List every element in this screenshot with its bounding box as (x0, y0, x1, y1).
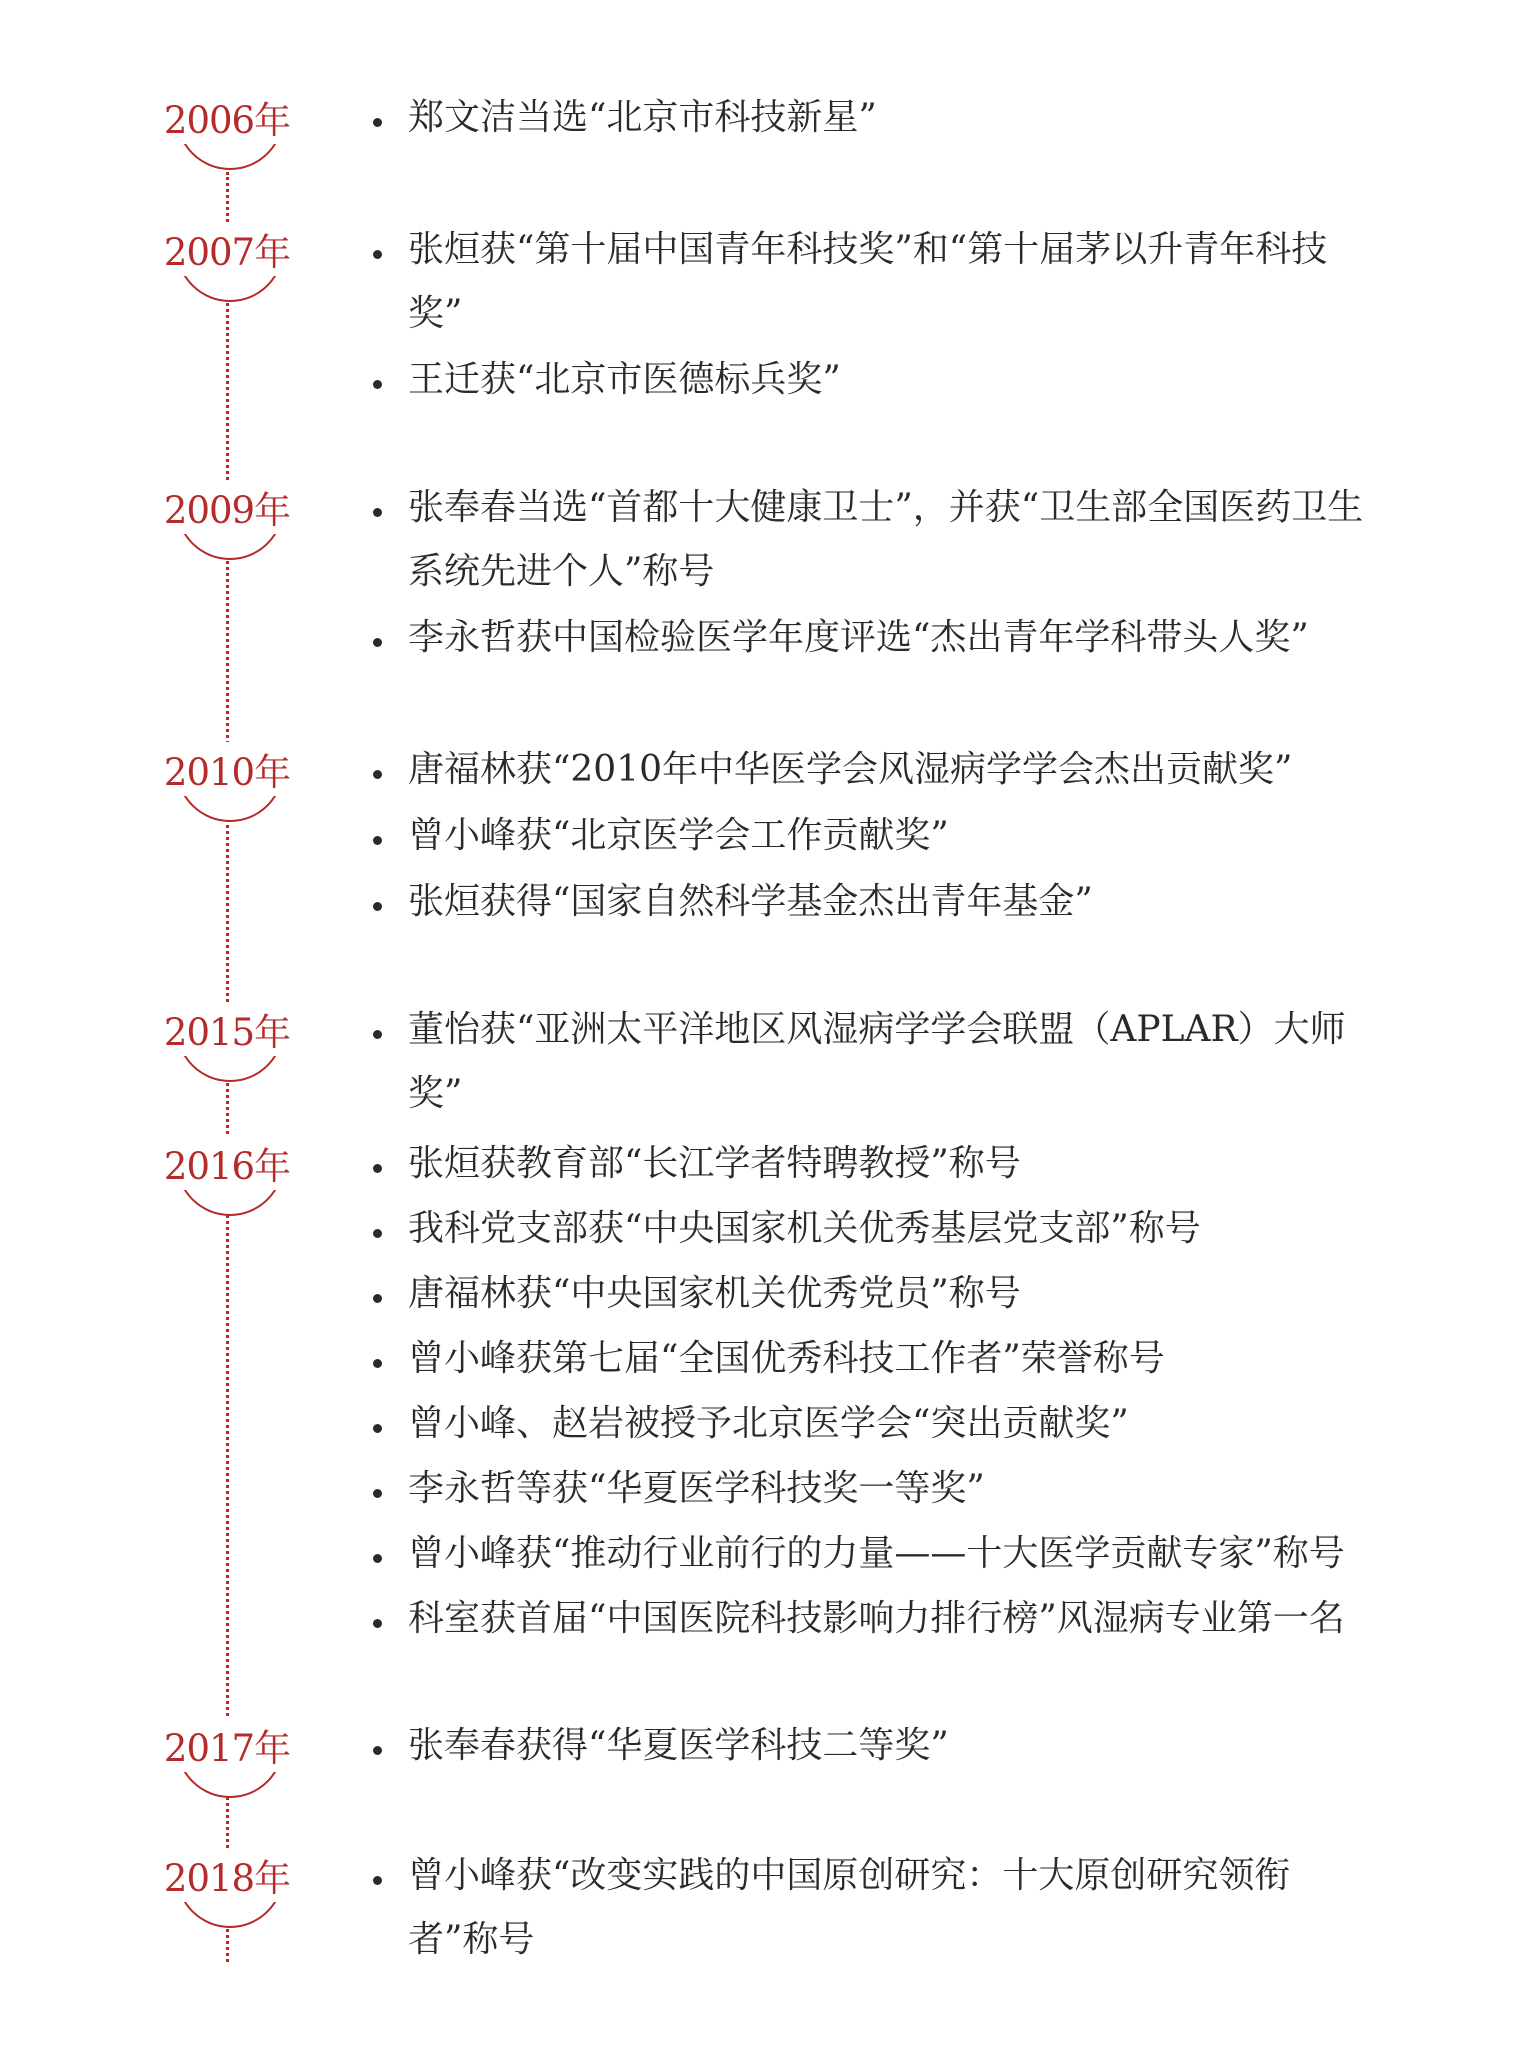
award-text: 科室获首届“中国医院科技影响力排行榜”风湿病专业第一名 (408, 1598, 1345, 1639)
year-label: 2006年 (162, 90, 292, 144)
year-label: 2015年 (162, 1002, 292, 1056)
award-text: 张烜获“第十届中国青年科技奖”和“第十届茅以升青年科技奖” (408, 229, 1328, 334)
year-label: 2007年 (162, 222, 292, 276)
award-text: 李永哲获中国检验医学年度评选“杰出青年学科带头人奖” (408, 617, 1309, 658)
bullet-icon (373, 250, 382, 259)
year-label: 2017年 (162, 1718, 292, 1772)
award-text: 张奉春获得“华夏医学科技二等奖” (408, 1725, 949, 1766)
award-text: 王迁获“北京市医德标兵奖” (408, 359, 841, 400)
award-text: 郑文洁当选“北京市科技新星” (408, 97, 877, 138)
year-label: 2009年 (162, 480, 292, 534)
bullet-icon (373, 1746, 382, 1755)
bullet-icon (373, 1554, 382, 1563)
bullet-icon (373, 1229, 382, 1238)
year-label: 2018年 (162, 1848, 292, 1902)
award-text: 唐福林获“2010年中华医学会风湿病学学会杰出贡献奖” (408, 749, 1293, 790)
bullet-icon (373, 508, 382, 517)
bullet-icon (373, 380, 382, 389)
award-text: 曾小峰获“改变实践的中国原创研究：十大原创研究领衔者”称号 (408, 1855, 1291, 1960)
award-text: 我科党支部获“中央国家机关优秀基层党支部”称号 (408, 1208, 1201, 1249)
bullet-icon (373, 1359, 382, 1368)
bullet-icon (373, 1294, 382, 1303)
bullet-icon (373, 1876, 382, 1885)
bullet-icon (373, 1164, 382, 1173)
award-text: 张奉春当选“首都十大健康卫士”，并获“卫生部全国医药卫生系统先进个人”称号 (408, 487, 1364, 592)
year-label: 2010年 (162, 742, 292, 796)
bullet-icon (373, 836, 382, 845)
award-text: 曾小峰、赵岩被授予北京医学会“突出贡献奖” (408, 1403, 1129, 1444)
award-text: 董怡获“亚洲太平洋地区风湿病学学会联盟（APLAR）大师奖” (408, 1009, 1346, 1114)
award-text: 曾小峰获第七届“全国优秀科技工作者”荣誉称号 (408, 1338, 1165, 1379)
bullet-icon (373, 1619, 382, 1628)
award-text: 曾小峰获“推动行业前行的力量——十大医学贡献专家”称号 (408, 1533, 1345, 1574)
award-text: 张烜获教育部“长江学者特聘教授”称号 (408, 1143, 1021, 1184)
bullet-icon (373, 118, 382, 127)
bullet-icon (373, 770, 382, 779)
bullet-icon (373, 1424, 382, 1433)
award-text: 张烜获得“国家自然科学基金杰出青年基金” (408, 881, 1093, 922)
bullet-icon (373, 1489, 382, 1498)
award-text: 唐福林获“中央国家机关优秀党员”称号 (408, 1273, 1021, 1314)
award-text: 曾小峰获“北京医学会工作贡献奖” (408, 815, 949, 856)
year-label: 2016年 (162, 1136, 292, 1190)
award-text: 李永哲等获“华夏医学科技奖一等奖” (408, 1468, 985, 1509)
bullet-icon (373, 638, 382, 647)
bullet-icon (373, 902, 382, 911)
bullet-icon (373, 1030, 382, 1039)
